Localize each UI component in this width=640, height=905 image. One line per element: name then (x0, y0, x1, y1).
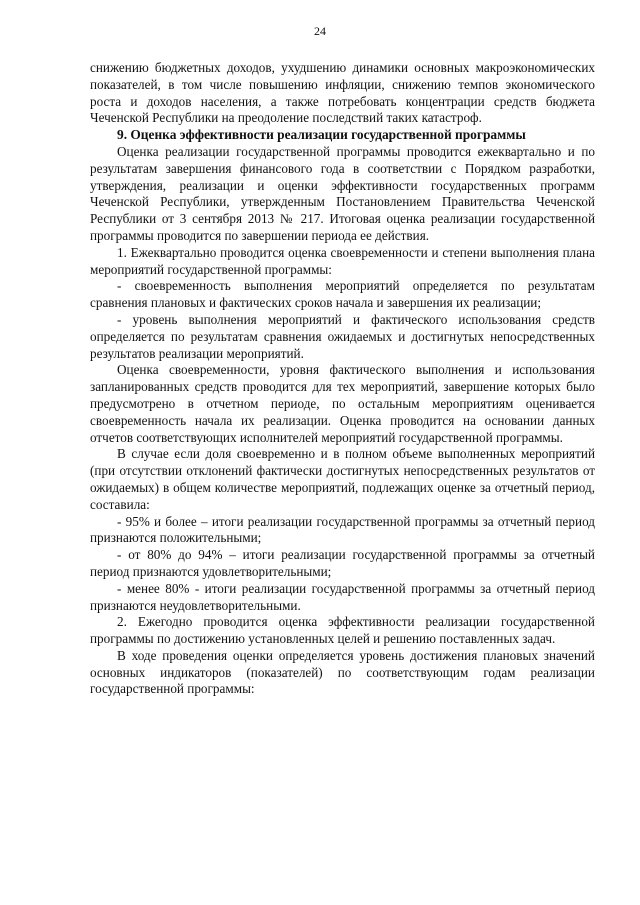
paragraph-indicators: В ходе проведения оценки определяется уровень достижения плановых значений основных индикаторов (показателей) по соответствующим годам реализации государственной программы: (90, 647, 595, 697)
paragraph-annual-assessment: 2. Ежегодно проводится оценка эффективности реализации государственной программы по достижению установленных целей и решению поставленных задач. (90, 614, 595, 647)
list-item-unsatisfactory: - менее 80% - итоги реализации государственной программы за отчетный период признаются неудовлетворительными. (90, 580, 595, 613)
paragraph-assessment-scope: Оценка своевременности, уровня фактического выполнения и использования запланированных средств проводится для тех мероприятий, завершение которых было предусмотрено в отчетном периоде, по остальным мероприятиям оценивается своевременность начала их реализации. Оценка проводится на основании данных отчетов соответствующих исполнителей мероприятий государственной программы. (90, 362, 595, 445)
paragraph-share-condition: В случае если доля своевременно и в полном объеме выполненных мероприятий (при отсутствии отклонений фактически достигнутых непосредственных результатов от ожидаемых) в общем количестве мероприятий, подлежащих оценке за отчетный период, составила: (90, 446, 595, 512)
list-item-positive: - 95% и более – итоги реализации государственной программы за отчетный период признаются положительными; (90, 513, 595, 546)
paragraph-assessment-schedule: Оценка реализации государственной программы проводится ежеквартально и по результатам завершения финансового года в соответствии с Порядком разработки, утверждения, реализации и оценки эффективности государственных программ Чеченской Республики, утвержденным Постановлением Правительства Чеченской Республики от 3 сентября 2013 № 217. Итоговая оценка реализации государственной программы проводится по завершении периода ее действия. (90, 143, 595, 243)
list-item-timeliness: - своевременность выполнения мероприятий определяется по результатам сравнения плановых и фактических сроков начала и завершения их реализации; (90, 278, 595, 311)
list-item-satisfactory: - от 80% до 94% – итоги реализации государственной программы за отчетный период признаются удовлетворительными; (90, 547, 595, 579)
paragraph-quarterly-assessment: 1. Ежеквартально проводится оценка своевременности и степени выполнения плана мероприятий государственной программы: (90, 244, 595, 277)
page-number: 24 (314, 24, 326, 38)
intro-paragraph: снижению бюджетных доходов, ухудшению динамики основных макроэкономических показателей, в том числе повышению инфляции, снижению темпов экономического роста и доходов населения, а также потребовать концентрации средств бюджета Чеченской Республики на преодоление последствий таких катастроф. (90, 60, 595, 126)
section-title: 9. Оценка эффективности реализации государственной программы (117, 127, 526, 143)
document-body (90, 60, 595, 698)
list-item-execution-level: - уровень выполнения мероприятий и фактического использования средств определяется по результатам сравнения ожидаемых и достигнутых непосредственных результатов реализации мероприятий. (90, 311, 595, 361)
